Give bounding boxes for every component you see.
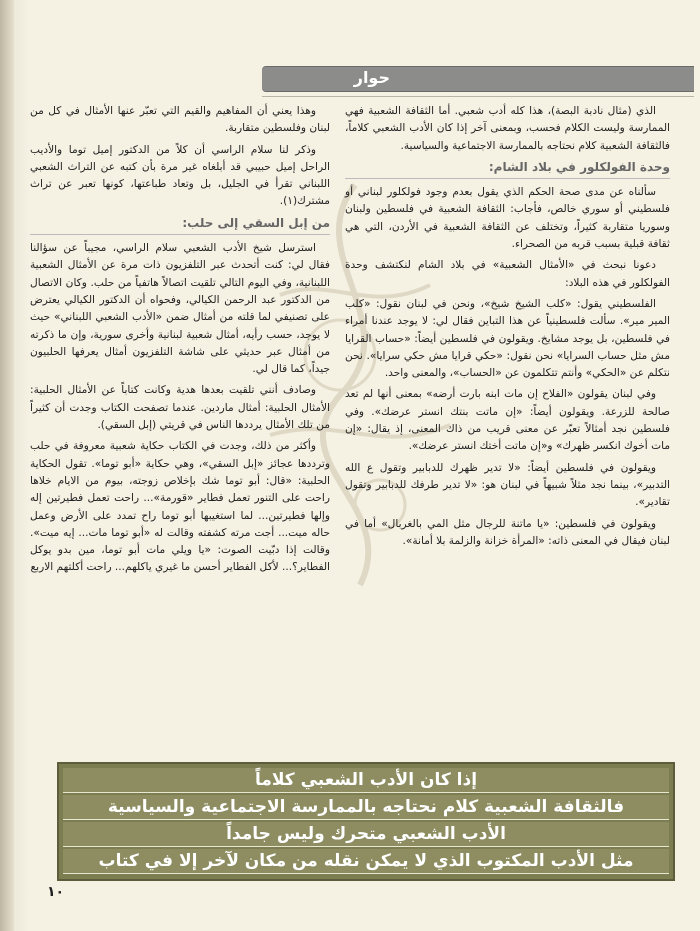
section-header-bar: [262, 66, 694, 92]
banner-line: الأدب الشعبي متحرك وليس جامداً: [63, 822, 669, 847]
article-column-right: [345, 103, 670, 554]
section-title: حوار: [353, 68, 390, 87]
header-divider: [262, 96, 694, 97]
paragraph: الفلسطيني يقول: «كلب الشيخ شيخ»، ونحن في لبنان نقول: «كلب المير مير». سألت فلسطينياً عن هذا التباين فقال لي: لا يوجد عندنا أمراء في فلسطين، بل يوجد مشايخ. ويقولون في فلسطين أيضاً: «حساب القرايا مش مثل حساب السرايا» نحن نقول: «حكي قرايا مش حكي سرايا». نحن نتكلم عن «الحكي» وأنتم تتكلمون عن «الحساب»، والمعنى واحد.: [345, 297, 670, 380]
quote-banner: [57, 762, 675, 881]
article-column-left: [30, 103, 330, 581]
subheading-levant-folklore: وحدة الفولكلور في بلاد الشام:: [345, 159, 670, 179]
banner-line: فالثقافة الشعبية كلام نحتاجه بالممارسة الاجتماعية والسياسية: [63, 795, 669, 820]
page-binding: [0, 0, 14, 931]
banner-line: مثل الأدب المكتوب الذي لا يمكن نقله من مكان لآخر إلا في كتاب: [63, 849, 669, 874]
paragraph: وهذا يعني أن المفاهيم والقيم التي تعبّر عنها الأمثال في كل من لبنان وفلسطين متقاربة.: [30, 105, 330, 135]
paragraph: ويقولون في فلسطين أيضاً: «لا تدير ظهرك للدبابير وتقول ع الله التدبير»، بينما نجد مثلاً شبيهاً في لبنان هو: «لا تدير طرفك للدبابير وتقول تقادير».: [345, 461, 670, 509]
paragraph: سألناه عن مدى صحة الحكم الذي يقول بعدم وجود فولكلور لبناني أو فلسطيني أو سوري خالص، فأجاب: الثقافة الشعبية في فلسطين ولبنان وسوريا متقاربة كثيراً، وتختلف عن الثقافة الشعبية في الأردن، التي هي ثقافة قبلية بسبب قربه من الصحراء.: [345, 186, 670, 251]
paragraph: وصادف أنني تلقيت بعدها هدية وكانت كتاباً عن الأمثال الحلبية: الأمثال الحلبية: أمثال ماردين. عندما تصفحت الكتاب وجدت أن كثيراً من تلك الأمثال يرددها الناس في قريتي (إبل السقي).: [30, 384, 330, 432]
paragraph: دعونا نبحث في «الأمثال الشعبية» في بلاد الشام لنكتشف وحدة الفولكلور في هذه البلاد:: [345, 259, 670, 289]
subheading-ibl-to-aleppo: من إبل السقي إلى حلب:: [30, 215, 330, 235]
paragraph: وذكر لنا سلام الراسي أن كلاً من الدكتور إميل توما والأديب الراحل إميل حبيبي قد أبلغاه غير مرة بأن كتبه عن التراث الشعبي اللبناني تقرأ في الجليل، بل وتعاد طباعتها، كونها تعبر عن تراث مشترك(١).: [30, 143, 330, 208]
paragraph: وفي لبنان يقولون «الفلاح إن مات ابنه بارت أرضه» بمعنى أنها لم تعد صالحة للزرعة. ويقولون أيضاً: «إن ماتت بنتك انستر عرضك». وفي فلسطين نجد أمثالاً تعبّر عن معنى قريب من ذاك المعنى، إذ يقال: «إن مات أخوك انكسر ظهرك» و«إن ماتت أختك انستر عرضك».: [345, 388, 670, 453]
paragraph: استرسل شيخ الأدب الشعبي سلام الراسي، مجيباً عن سؤالنا فقال لي: كنت أتحدث عبر التلفزيون ذات مرة عن الأمثال الشعبية اللبنانية، وفي اليوم التالي تلقيت اتصالاً هاتفياً من حلب. وكان الاتصال من الدكتور عبد الرحمن الكيالي، وفحواه أن الدكتور الكيالي يعترض على تصنيفي لما قلته من أمثال ضمن «الأدب الشعبي اللبناني» حيث لا يوجد، حسب رأيه، أمثال شعبية لبنانية وأخرى سورية، وإن ما ذكرته من أمثال عبر حديثي على شاشة التلفزيون أمثال يعرفها الحلبيون جيداً، كما قال لي.: [30, 242, 330, 376]
paragraph: ويقولون في فلسطين: «يا ماتنة للرجال مثل المي بالغربال» أما في لبنان فيقال في المعنى ذاته: «المرأة خزانة والزلمة بلا أمانة».: [345, 517, 670, 547]
paragraph: وأكثر من ذلك، وجدت في الكتاب حكاية شعبية معروفة في حلب وترددها عجائز «إبل السقي»، وهي حكاية «أبو توما». تقول الحكاية الحلبية: «قال: أبو توما شك بإخلاص زوجته، بيوم من الايام خلاها راحت على التنور تعمل فطاير «قورمة»... راحت تعمل فطيرتين إله وإلها فطيرتين... لما استغيبها أبو توما راح تمدد على الأرض وعمل حاله ميت... أجت مرته كشفته وقالت له «أبو توما مات... إيه ميت». وقالت إذا دبّيت الصوت: «يا ويلي مات أبو توما، مين بدو يوكل الفطاير؟... لأكل الفطاير أحسن ما غيري ياكلهم... راحت أكلتهم الاربع: [30, 440, 330, 574]
page-number: ١٠: [47, 884, 65, 900]
banner-line: إذا كان الأدب الشعبي كلاماً: [63, 768, 669, 793]
paragraph: الذي (مثال نادبة البصة)، هذا كله أدب شعبي. أما الثقافة الشعبية فهي الممارسة وليست الكلام فحسب، وبمعنى آخر إذا كان الأدب الشعبي كلاماً، فالثقافة الشعبية كلام نحتاجه بالممارسة الاجتماعية والسياسية.: [345, 105, 670, 152]
